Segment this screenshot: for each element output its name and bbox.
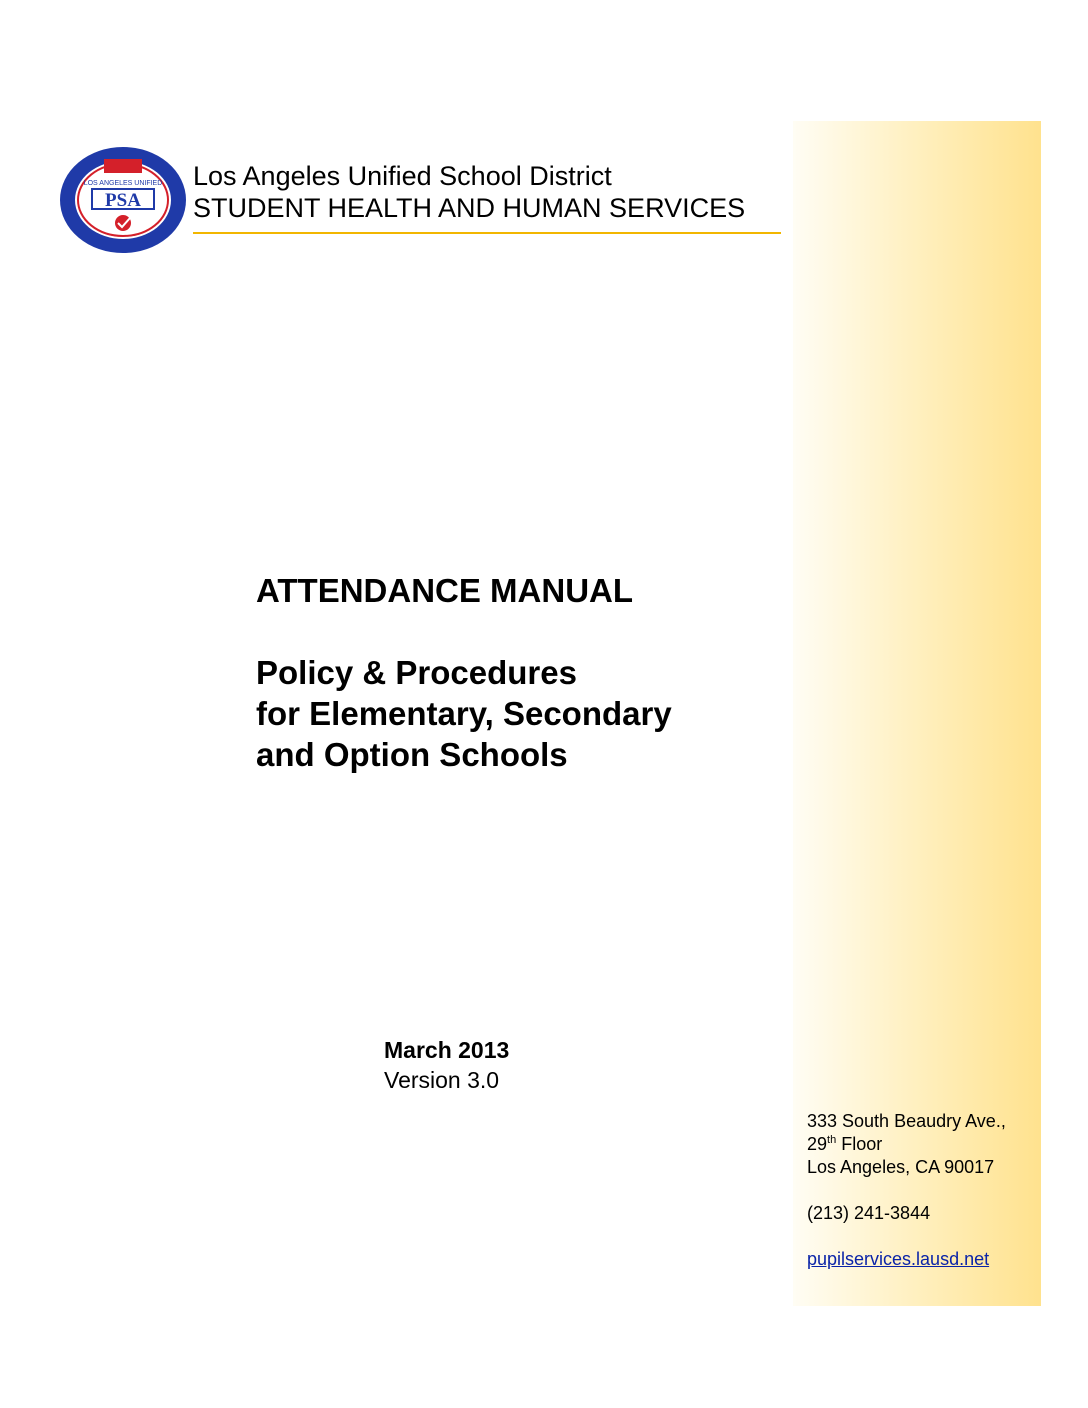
subtitle-line: Policy & Procedures (256, 654, 577, 691)
phone-number: (213) 241-3844 (807, 1203, 931, 1223)
psa-seal-graphic (58, 145, 188, 255)
logo-center-text: PSA (105, 190, 141, 211)
document-subtitle (256, 652, 672, 775)
subtitle-line: for Elementary, Secondary (256, 695, 672, 732)
city-line: Los Angeles, CA 90017 (807, 1157, 995, 1177)
division-name: STUDENT HEALTH AND HUMAN SERVICES (193, 193, 746, 223)
document-title: ATTENDANCE MANUAL (256, 572, 634, 609)
address-line: 333 South Beaudry Ave., (807, 1111, 1006, 1131)
subtitle-line: and Option Schools (256, 736, 568, 773)
floor-word: Floor (836, 1134, 883, 1154)
contact-block (807, 1110, 1006, 1271)
floor-number: 29 (807, 1134, 828, 1154)
website-link[interactable]: pupilservices.lausd.net (807, 1249, 990, 1269)
logo-inner-text: LOS ANGELES UNIFIED (83, 180, 163, 187)
edition-version: Version 3.0 (384, 1067, 500, 1093)
floor-suffix: th (827, 1134, 837, 1146)
floor-line (807, 1133, 1006, 1156)
psa-logo (58, 145, 188, 255)
district-name: Los Angeles Unified School District (193, 161, 612, 191)
edition-date: March 2013 (384, 1037, 510, 1063)
header-rule (193, 232, 781, 234)
